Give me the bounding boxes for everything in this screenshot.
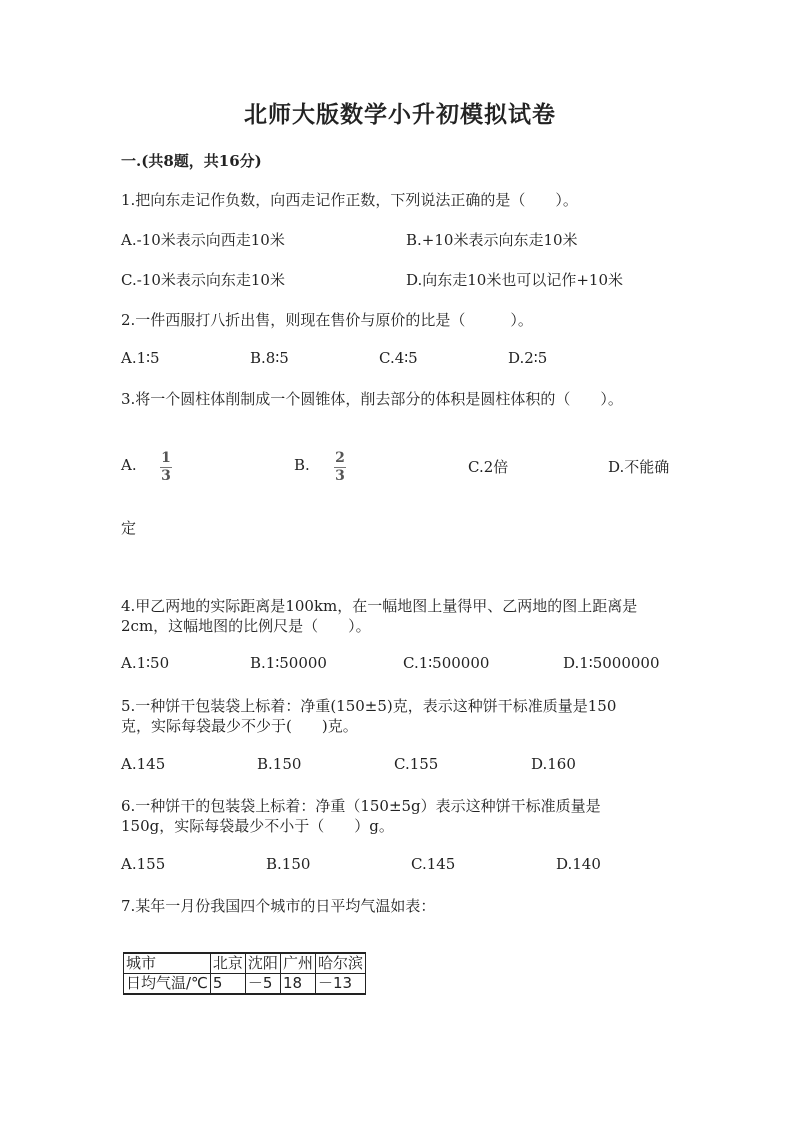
temperature-table — [123, 952, 366, 995]
table-cell: 5 — [210, 974, 245, 995]
table-cell: 广州 — [280, 953, 315, 974]
question-3-option-a-label: A. — [121, 456, 137, 474]
table-cell: －5 — [245, 974, 280, 995]
question-2-option-a: A.1∶5 — [121, 349, 160, 367]
question-6-option-b: B.150 — [266, 855, 311, 873]
section-heading: 一.(共8题，共16分) — [121, 152, 262, 170]
fraction-denominator: 3 — [161, 468, 171, 484]
question-6-option-d: D.140 — [556, 855, 601, 873]
question-5-stem-line-2: 克，实际每袋最少不少于( )克。 — [121, 717, 358, 735]
question-2-stem: 2.一件西服打八折出售，则现在售价与原价的比是（ ）。 — [121, 311, 533, 329]
question-6-stem-line-2: 150g，实际每袋最少不小于（ ）g。 — [121, 817, 394, 835]
table-cell: 18 — [280, 974, 315, 995]
question-1-stem: 1.把向东走记作负数，向西走记作正数，下列说法正确的是（ ）。 — [121, 191, 578, 209]
fraction-denominator: 3 — [335, 468, 345, 484]
table-cell: 城市 — [124, 953, 211, 974]
question-7-stem: 7.某年一月份我国四个城市的日平均气温如表： — [121, 897, 436, 915]
question-4-option-a: A.1∶50 — [121, 654, 170, 672]
question-1-option-b: B.+10米表示向东走10米 — [406, 231, 578, 249]
question-3-option-c: C.2倍 — [468, 458, 509, 476]
table-cell: 沈阳 — [245, 953, 280, 974]
question-1-option-d: D.向东走10米也可以记作+10米 — [406, 271, 624, 289]
question-6-option-c: C.145 — [411, 855, 456, 873]
question-1-option-c: C.-10米表示向东走10米 — [121, 271, 285, 289]
question-2-option-d: D.2∶5 — [508, 349, 548, 367]
question-4-option-b: B.1∶50000 — [250, 654, 327, 672]
fraction-numerator: 2 — [335, 450, 345, 466]
table-header-row — [124, 953, 366, 974]
question-4-stem-line-2: 2cm，这幅地图的比例尺是（ ）。 — [121, 617, 371, 635]
table-cell: 日均气温/℃ — [124, 974, 211, 995]
table-cell: 哈尔滨 — [315, 953, 365, 974]
question-5-option-a: A.145 — [121, 755, 166, 773]
question-4-option-c: C.1∶500000 — [403, 654, 490, 672]
question-6-stem-line-1: 6.一种饼干的包装袋上标着：净重（150±5g）表示这种饼干标准质量是 — [121, 797, 601, 815]
question-6-option-a: A.155 — [121, 855, 166, 873]
table-row — [124, 974, 366, 995]
question-3-option-d: D.不能确 — [608, 458, 670, 476]
exam-title: 北师大版数学小升初模拟试卷 — [244, 101, 556, 128]
question-2-option-c: C.4∶5 — [379, 349, 418, 367]
question-5-option-b: B.150 — [257, 755, 302, 773]
question-3-option-b-label: B. — [294, 456, 310, 474]
question-4-stem-line-1: 4.甲乙两地的实际距离是100km，在一幅地图上量得甲、乙两地的图上距离是 — [121, 597, 638, 615]
table-cell: 北京 — [210, 953, 245, 974]
question-3-option-b-fraction — [334, 451, 346, 484]
fraction-numerator: 1 — [161, 450, 171, 466]
question-3-stem: 3.将一个圆柱体削制成一个圆锥体，削去部分的体积是圆柱体积的（ ）。 — [121, 390, 623, 408]
question-2-option-b: B.8∶5 — [250, 349, 289, 367]
question-3-option-a-fraction — [160, 451, 172, 484]
question-5-option-c: C.155 — [394, 755, 439, 773]
question-5-option-d: D.160 — [531, 755, 576, 773]
table-cell: －13 — [315, 974, 365, 995]
question-3-option-d-wrap: 定 — [121, 519, 137, 537]
question-1-option-a: A.-10米表示向西走10米 — [121, 231, 285, 249]
question-5-stem-line-1: 5.一种饼干包装袋上标着：净重(150±5)克，表示这种饼干标准质量是150 — [121, 697, 617, 715]
question-4-option-d: D.1∶5000000 — [563, 654, 660, 672]
